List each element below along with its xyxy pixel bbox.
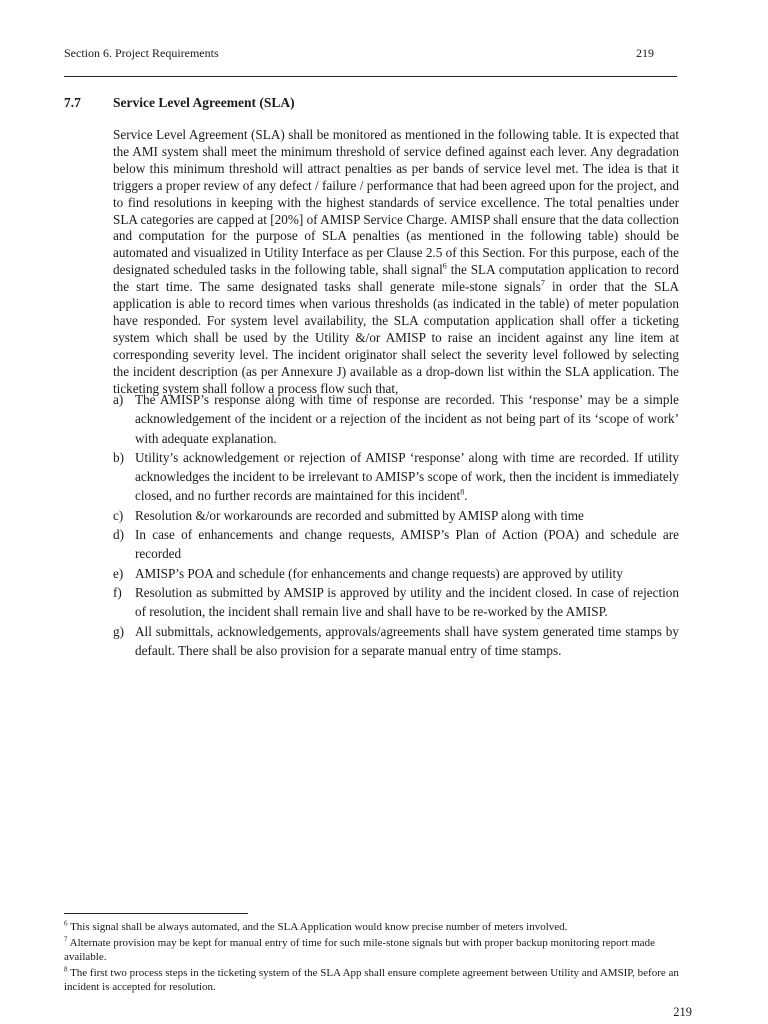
list-item — [113, 448, 679, 506]
header-divider — [64, 76, 677, 77]
paragraph-text-1: Service Level Agreement (SLA) shall be monitored as mentioned in the following table. It is expected that the AMI system shall meet the minimum threshold of service defined against each lever. Any degradation below this minimum threshold will attract penalties as per bands of service level met. The idea is that it triggers a proper review of any defect / failure / performance that had been agreed upon for the project, and to find resolutions in keeping with the highest standards of service excellence. The total penalties under SLA categories are capped at [20%] of AMISP Service Charge. AMISP shall ensure that the data collection and computation for the purpose of SLA penalties (as mentioned in the following table) should be automated and visualized in Utility Interface as per Clause 2.5 of this Section. For this purpose, each of the designated scheduled tasks in the following table, shall signal — [113, 127, 679, 278]
list-item-text: In case of enhancements and change requests, AMISP’s Plan of Action (POA) and schedule are recorded — [135, 527, 679, 562]
list-item-text: Resolution as submitted by AMSIP is approved by utility and the incident closed. In case of rejection of resolution, the incident shall remain live and shall have to be re-worked by the AMISP. — [135, 584, 679, 620]
body-paragraph — [113, 127, 679, 398]
list-item-label: f) — [113, 584, 122, 600]
process-flow-list — [113, 390, 679, 660]
footnote-text: The first two process steps in the ticketing system of the SLA App shall ensure complete agreement between Utility and AMSIP, before an incident is accepted for resolution. — [64, 966, 679, 993]
list-item — [113, 506, 679, 525]
footnote-ref-6[interactable]: 6 — [442, 261, 447, 271]
footnote-number: 8 — [64, 964, 68, 973]
section-title: Service Level Agreement (SLA) — [113, 95, 295, 110]
paragraph-text-3: in order that the SLA application is able to record times when various thresholds (as indicated in the table) of meter population have responded. For system level availability, the SLA computation application shall offer a ticketing system which shall be used by the Utility &/or AMISP to raise an incident against any line item at corresponding severity level. The incident originator shall select the severity level followed by selecting the incident description (as per Annexure J) available as a drop-down list within the SLA application. The ticketing system shall follow a process flow such that, — [113, 279, 679, 396]
footnote-number: 6 — [64, 919, 68, 928]
header-section-title: Section 6. Project Requirements — [64, 46, 219, 60]
list-item-label: e) — [113, 565, 124, 581]
paragraph — [113, 127, 679, 398]
footnotes — [64, 920, 684, 996]
page-header — [64, 45, 654, 63]
list-item — [113, 622, 679, 661]
list-item-text: The AMISP’s response along with time of response are recorded. This ‘response’ may be a simple acknowledgement of the incident or a rejection of the incident as not being part of its ‘scope of work’ with adequate explanation. — [135, 392, 679, 446]
footnote — [64, 920, 684, 935]
list-item — [113, 564, 679, 583]
list-item-text: Utility’s acknowledgement or rejection of AMISP ‘response’ along with time are recorded. If utility acknowledges the incident to be irrelevant to AMISP’s scope of work, then the incident is immediately closed, and no further records are maintained for this incident — [135, 449, 679, 504]
list-item-text: AMISP’s POA and schedule (for enhancements and change requests) are approved by utility — [135, 565, 623, 581]
list-item-tail: . — [464, 488, 468, 504]
list-item — [113, 390, 679, 448]
footnote — [64, 966, 684, 995]
list-item-label: d) — [113, 527, 124, 543]
footnote-ref-7[interactable]: 7 — [540, 278, 545, 288]
footnote — [64, 936, 684, 965]
list-item-text: All submittals, acknowledgements, approvals/agreements shall have system generated time stamps by default. There shall be also provision for a separate manual entry of time stamps. — [135, 623, 679, 658]
list-item-label: c) — [113, 507, 124, 523]
footnote-text: This signal shall be always automated, and the SLA Application would know precise number of meters involved. — [70, 921, 568, 933]
section-number: 7.7 — [64, 95, 81, 110]
footnote-text: Alternate provision may be kept for manual entry of time for such mile-stone signals but with proper backup monitoring report made available. — [64, 936, 655, 963]
footer-page-number: 219 — [673, 1005, 692, 1019]
footnote-number: 7 — [64, 934, 68, 943]
footnote-ref-8[interactable]: 8 — [460, 488, 465, 498]
footnote-divider — [64, 913, 248, 914]
list-item-label: a) — [113, 392, 124, 407]
list-item — [113, 583, 679, 622]
list-item — [113, 525, 679, 564]
paragraph-text-2: the SLA computation application to record the start time. The same designated tasks shall generate mile-stone signals — [113, 262, 679, 295]
list-item-label: g) — [113, 623, 124, 639]
header-page-number: 219 — [636, 46, 654, 60]
list-item-text: Resolution &/or workarounds are recorded and submitted by AMISP along with time — [135, 507, 584, 523]
list-item-label: b) — [113, 449, 124, 465]
